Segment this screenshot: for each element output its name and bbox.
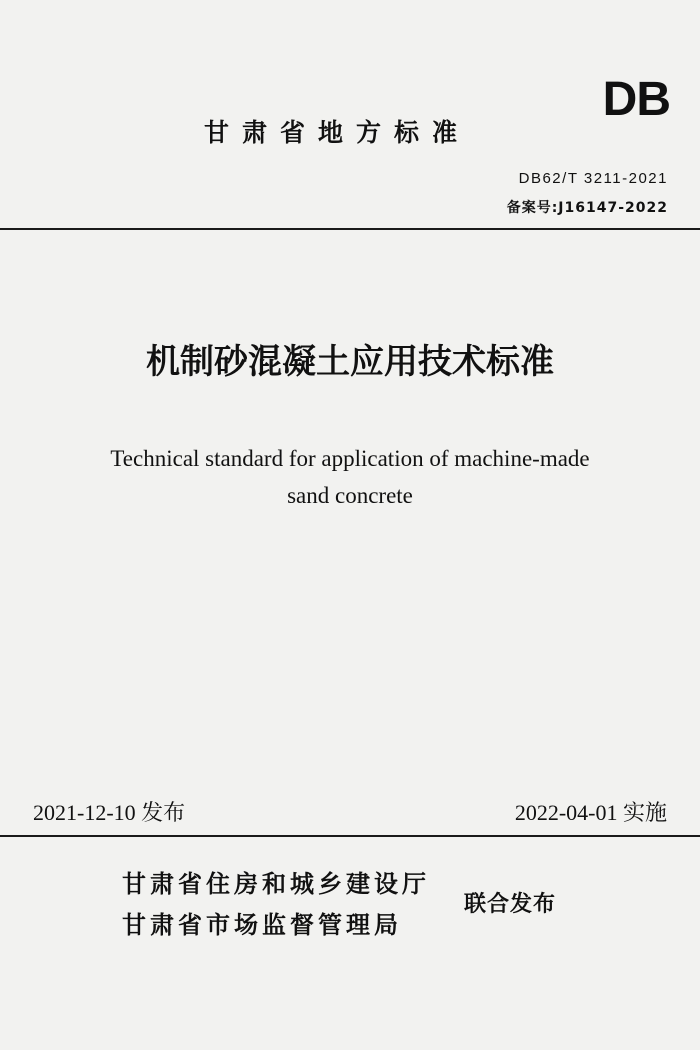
- title-english: [40, 440, 660, 514]
- title-english-line-2: sand concrete: [287, 483, 413, 508]
- issuer-market-supervision-bureau: 甘肃省市场监督管理局: [122, 911, 402, 939]
- standard-category: 甘肃省地方标准: [204, 118, 471, 147]
- joint-release-label: 联合发布: [464, 892, 557, 917]
- filing-number: 备案号:J16147-2022: [506, 200, 668, 216]
- top-divider: [0, 228, 700, 230]
- db-logo: DB: [602, 73, 670, 126]
- implementation-date: 2022-04-01 实施: [514, 800, 667, 825]
- bottom-divider: [0, 835, 700, 837]
- title-english-line-1: Technical standard for application of machine-made: [110, 446, 590, 471]
- standard-number: DB62/T 3211-2021: [518, 170, 668, 187]
- title-chinese: 机制砂混凝土应用技术标准: [146, 342, 554, 382]
- issue-date: 2021-12-10 发布: [33, 800, 186, 825]
- issuer-housing-department: 甘肃省住房和城乡建设厅: [122, 870, 430, 898]
